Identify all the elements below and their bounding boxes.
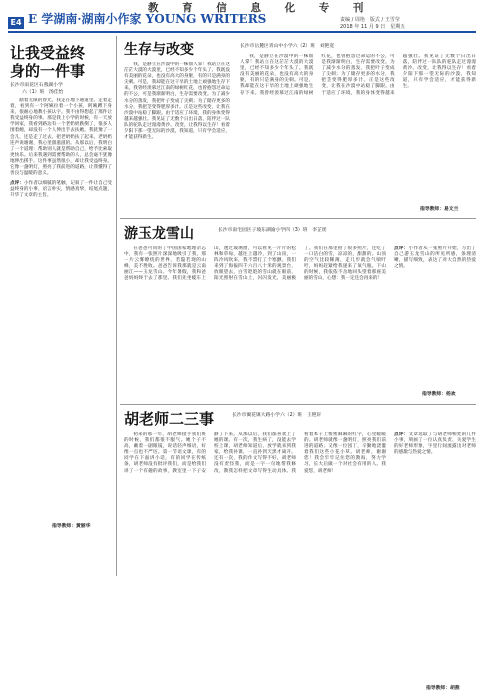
- date-line: 2018 年 11 月 9 日 星期五: [340, 24, 406, 30]
- editors-line: 责编 / 周艳 版式 / 王雪莹: [340, 17, 400, 23]
- header-rule: [8, 31, 476, 33]
- article-title: 游玉龙雪山: [124, 226, 194, 242]
- page-header: [0, 0, 484, 34]
- section-divider: [120, 218, 476, 219]
- article-title: 胡老师二三事: [124, 410, 215, 428]
- article-title: 生存与改变: [124, 42, 194, 58]
- article-review: 点评：小作者以细腻的笔触，记叙了一件让自己受益终身的小事，语言朴实，情感真挚，结尾点题，升华了文章的主旨。: [10, 181, 112, 199]
- article-title: 让我受益终 身的一件事: [10, 44, 86, 80]
- article-review: 点评：文章选取了与胡老师相处的几件小事，刻画了一位认真负责、关爱学生的好老师形象，字里行间流露出对老师的感激与热爱之情。: [394, 432, 476, 456]
- article-byline: 长沙市雨花区石燕湖小学: [10, 83, 63, 88]
- article-body: 初来的那一年，胡老师接手我们班的时候，我们都很不服气。她个子不高，戴着一副眼镜，说话轻声细语，好像一点也不严厉。第一节语文课，有的同学在下面讲小话，有的同学在传纸条，胡老师没有批评我们，而是给我们讲了一个有趣的故事，教室里一下子安静了下来。从那以后，我们都喜欢上了她的课。有一次，我生病了，没能去学校上课，胡老师知道后，放学就来到我家，给我补课，一直补到天黑才离开。还有一次，我的作文写得不好，胡老师没有责怪我，而是一字一句地帮我修改，教我怎样把文章写得生动具体。我看着本子上密密麻麻的红字，心里暖暖的。胡老师就像一盏明灯，照亮我们前进的道路；又像一位园丁，辛勤地浇灌着我们这些小花小草。胡老师，谢谢您！我会牢牢记住您的教诲，努力学习，长大后做一个对社会有用的人。我爱您，胡老师！ 点评：文章选取了与胡老师相处的几件小事，刻画了一位认真负责、关爱学生的好老师形象，字里行间流露出对老师的感激与热爱之情。: [124, 432, 476, 474]
- article-body: 踏着无限的春光，我走在地下通道里。走着走着，看到有一个阿姨拉着一个小孩，阿姨蹲下身来，很耐心地教小孩认字。我不由得想起了那件让我受益终身的事。那是我上小学的时候，有一天放学回家，我看到路边有一个老奶奶跌倒了，很多人围着她，却没有一个人伸出手去扶她。我犹豫了一会儿，还是走了过去，把老奶奶扶了起来。老奶奶连声说谢谢，我心里甜滋滋的。从那以后，我明白了一个道理：帮助别人就是帮助自己，给予比索取更快乐。后来我遇到需要帮助的人，总会毫不犹豫地伸出援手。这件事虽然很小，却让我受益终身。它像一盏明灯，照亮了我前进的道路，让我懂得了善良与温暖的意义。 点评：小作者以细腻的笔触，记叙了一件让自己受益终身的小事，语言朴实，情感真挚，结尾点题，升华了文章的主旨。: [10, 98, 112, 199]
- article-body: 我，是静立在沙漠中的一株仙人掌！我站立在这茫茫大漠的大漠里，已经不知多少个年头了。我既没有美丽的花朵，也没有高大的身躯，有的只是满身的尖刺。可是，我却能在这干旱的土地上顽强地生存下来。我曾经羡慕过江南的绿树红花，也曾抱怨过命运的不公，可是我渐渐明白，生存需要改变。为了减少水分的蒸发，我把叶子变成了尖刺；为了储存更多的水分，我把茎变得肥厚多汁。正是这些改变，让我在沙漠中站稳了脚跟。由于适应了环境，我的身体变得越来越强壮。我见证了无数个日出日落，陪伴过一队队的驼队走过漫漫黄沙。改变，让我得以生存！看着夕阳下那一望无际的沙漠，我知道，只有学会适应，才能获得新生。: [240, 54, 476, 96]
- article-body-part1: 我，是静立在沙漠中的一株仙人掌！我站立在这茫茫大漠的大漠里，已经不知多少个年头了。我既没有美丽的花朵，也没有高大的身躯，有的只是满身的尖刺。可是，我却能在这干旱的土地上顽强地生存下来。我曾经羡慕过江南的绿树红花，也曾抱怨过命运的不公，可是我渐渐明白，生存需要改变。为了减少水分的蒸发，我把叶子变成了尖刺；为了储存更多的水分，我把茎变得肥厚多汁。正是这些改变，让我在沙漠中站稳了脚跟。由于适应了环境，我的身体变得越来越强壮。我见证了无数个日出日落，陪伴过一队队的驼队走过漫漫黄沙。改变，让我得以生存！看着夕阳下那一望无际的沙漠，我知道，只有学会适应，才能获得新生。: [124, 62, 230, 141]
- article-byline-class: 六（1）班 汤佳怡: [22, 90, 64, 95]
- article-body: 在爸爸可问的了中国国家地理杂志中，我有一张照片深深地吸引了我，那一片云雾缭绕的世界，若隐若现的山峰，美不胜收。爸爸告诉我那就是云南丽江——玉龙雪山。今年暑假，我和爸爸妈妈终于去了那里。我们先坐缆车上山，透过玻璃窗，可以看见一片片的松林和草甸，越往上越冷，到了山顶，一阵冷风吹来，我不禁打了个寒颤。我们来到了海拔四千六百八十米的观景台，放眼望去，白雪皑皑的雪山就在眼前，阳光照射在雪山上，闪闪发光，美丽极了。我们在那里拍了很多照片，还吃了一口洁白的雪，凉凉的，甜甜的。山顶的空气比较稀薄，走几步就会气喘吁吁，妈妈赶紧给我递来了氧气瓶。下山的时候，我依依不舍地回头望着那座美丽的雪山，心想：我一定还会再来的！ 点评：小作者从一张照片开始，写出了自己游玉龙雪山的所见所感，条理清晰，描写细致，表达了对大自然的热爱之情。: [124, 246, 476, 282]
- article-byline: 长沙市翼花镇大路小学六（2）班 王艳轩: [232, 413, 322, 418]
- section-title: E 学湖南·湖南小作家 YOUNG WRITERS: [28, 12, 267, 26]
- column-divider: [116, 36, 117, 576]
- article-tutor: 指导教师：黄丽华: [52, 524, 91, 529]
- section-divider: [120, 404, 476, 405]
- article-byline: 长沙市南宅园区子坡东湖渝小学四（3）班 李芷瑶: [218, 228, 327, 233]
- article-tutor: 指导教师：易文兰: [420, 207, 459, 212]
- article-byline: 长沙市岳麓区青山中小学六（2）班 刘艳宽: [240, 44, 335, 49]
- decorative-title: 教 育 信 息 化 专 刊: [148, 2, 374, 14]
- article-tutor: 指导教师：胡燕: [426, 686, 460, 691]
- article-review: 点评：小作者从一张照片开始，写出了自己游玉龙雪山的所见所感，条理清晰，描写细致，表达了对大自然的热爱之情。: [394, 246, 476, 270]
- article-tutor: 指导教师：杨欢: [422, 392, 456, 397]
- page-number: E4: [8, 17, 24, 29]
